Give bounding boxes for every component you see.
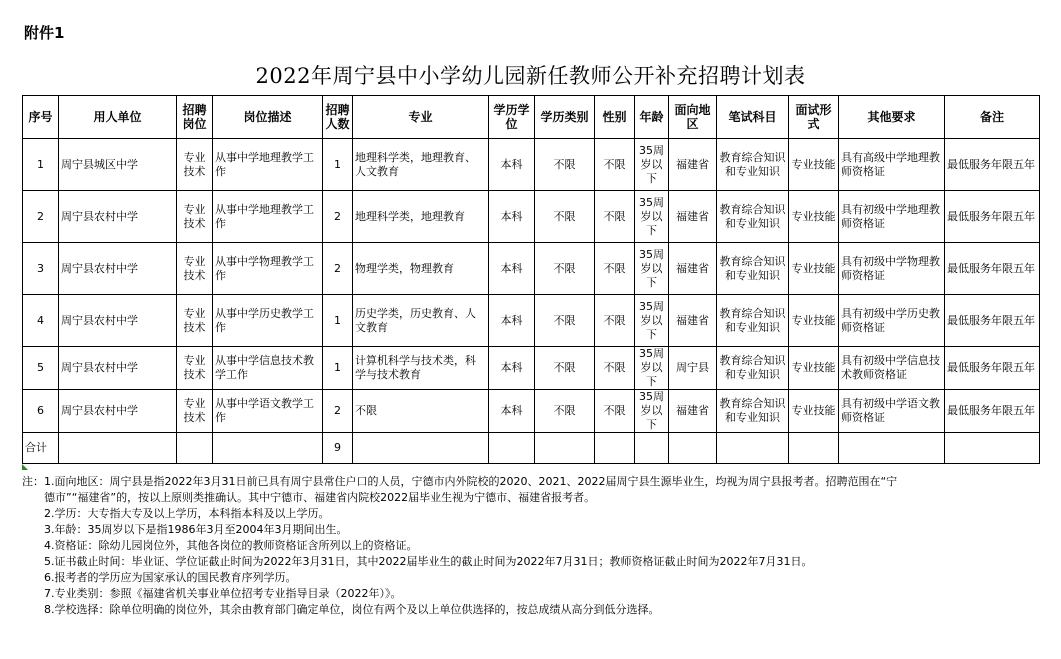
cell-no: 4 (23, 295, 59, 347)
cell-count: 1 (323, 139, 353, 191)
note-line: 德市”“福建省”的，按以上原则类推确认。其中宁德市、福建省内院校2022届毕业生视为宁德市、福建省报考者。 (44, 491, 596, 504)
cell-age: 35周岁以下 (635, 347, 669, 390)
cell-desc: 从事中学信息技术教学工作 (213, 347, 323, 390)
cell-count: 1 (323, 347, 353, 390)
note-line: 4.资格证：除幼儿园岗位外，其他各岗位的教师资格证含所列以上的资格证。 (44, 539, 418, 552)
cell-other: 具有初级中学地理教师资格证 (839, 191, 945, 243)
cell-degree: 本科 (489, 295, 535, 347)
cell-count: 1 (323, 295, 353, 347)
cell-unit: 周宁县农村中学 (59, 295, 177, 347)
cell-no: 6 (23, 390, 59, 433)
cell-no: 3 (23, 243, 59, 295)
cell-major: 地理科学类，地理教育、人文教育 (353, 139, 489, 191)
note-line: 3.年龄：35周岁以下是指1986年3月至2004年3月期间出生。 (44, 523, 348, 536)
recruitment-plan-table (22, 95, 1040, 464)
cell-degree: 本科 (489, 347, 535, 390)
cell-gender: 不限 (595, 139, 635, 191)
cell-post: 专业技术 (177, 390, 213, 433)
cell-unit: 周宁县农村中学 (59, 243, 177, 295)
cell-interview: 专业技能 (789, 191, 839, 243)
cell-desc: 从事中学历史教学工作 (213, 295, 323, 347)
cell-degree: 本科 (489, 390, 535, 433)
empty-cell (213, 433, 323, 464)
cell-gender: 不限 (595, 191, 635, 243)
header-cell: 招聘人数 (323, 96, 353, 139)
cell-post: 专业技术 (177, 347, 213, 390)
cell-edu-type: 不限 (535, 347, 595, 390)
cell-other: 具有高级中学地理教师资格证 (839, 139, 945, 191)
cell-interview: 专业技能 (789, 139, 839, 191)
header-cell: 学历学位 (489, 96, 535, 139)
cell-major: 地理科学类，地理教育 (353, 191, 489, 243)
header-cell: 其他要求 (839, 96, 945, 139)
cell-age: 35周岁以下 (635, 390, 669, 433)
cell-major: 计算机科学与技术类，科学与技术教育 (353, 347, 489, 390)
cell-edu-type: 不限 (535, 139, 595, 191)
cell-degree: 本科 (489, 139, 535, 191)
cell-desc: 从事中学地理教学工作 (213, 139, 323, 191)
total-row (23, 433, 1040, 464)
cell-exam: 教育综合知识和专业知识 (717, 191, 789, 243)
cell-edu-type: 不限 (535, 243, 595, 295)
cell-remark: 最低服务年限五年 (945, 347, 1040, 390)
table-header-row (23, 96, 1040, 139)
cell-unit: 周宁县农村中学 (59, 347, 177, 390)
cell-post: 专业技术 (177, 139, 213, 191)
cell-edu-type: 不限 (535, 191, 595, 243)
cell-degree: 本科 (489, 243, 535, 295)
table-row (23, 191, 1040, 243)
cell-count: 2 (323, 191, 353, 243)
notes-section (22, 474, 1042, 618)
cell-desc: 从事中学物理教学工作 (213, 243, 323, 295)
cell-no: 5 (23, 347, 59, 390)
cell-age: 35周岁以下 (635, 295, 669, 347)
cell-desc: 从事中学语文教学工作 (213, 390, 323, 433)
cell-other: 具有初级中学历史教师资格证 (839, 295, 945, 347)
cell-major: 物理学类，物理教育 (353, 243, 489, 295)
cell-region: 福建省 (669, 191, 717, 243)
empty-cell (595, 433, 635, 464)
cell-age: 35周岁以下 (635, 139, 669, 191)
cell-exam: 教育综合知识和专业知识 (717, 295, 789, 347)
note-line: 5.证书截止时间：毕业证、学位证截止时间为2022年3月31日，其中2022届毕业生的截止时间为2022年7月31日；教师资格证截止时间为2022年7月31日。 (44, 555, 813, 568)
header-cell: 笔试科目 (717, 96, 789, 139)
header-cell: 招聘岗位 (177, 96, 213, 139)
table-row (23, 243, 1040, 295)
cell-other: 具有初级中学物理教师资格证 (839, 243, 945, 295)
header-cell: 备注 (945, 96, 1040, 139)
note-line: 注：1.面向地区：周宁县是指2022年3月31日前已具有周宁县常住户口的人员，宁德市内外院校的2020、2021、2022届周宁县生源毕业生，均视为周宁县报考者。招聘范围在“宁 (22, 475, 898, 488)
cell-degree: 本科 (489, 191, 535, 243)
cell-desc: 从事中学地理教学工作 (213, 191, 323, 243)
cell-major: 不限 (353, 390, 489, 433)
cell-gender: 不限 (595, 390, 635, 433)
empty-cell (669, 433, 717, 464)
cell-unit: 周宁县农村中学 (59, 191, 177, 243)
header-cell: 专业 (353, 96, 489, 139)
note-line: 2.学历：大专指大专及以上学历，本科指本科及以上学历。 (44, 507, 330, 520)
empty-cell (489, 433, 535, 464)
empty-cell (839, 433, 945, 464)
empty-cell (789, 433, 839, 464)
cell-post: 专业技术 (177, 295, 213, 347)
total-count: 9 (323, 433, 353, 464)
cell-unit: 周宁县农村中学 (59, 390, 177, 433)
cell-interview: 专业技能 (789, 243, 839, 295)
cell-region: 福建省 (669, 390, 717, 433)
cell-no: 2 (23, 191, 59, 243)
page-title: 2022年周宁县中小学幼儿园新任教师公开补充招聘计划表 (255, 64, 806, 88)
cell-region: 福建省 (669, 139, 717, 191)
cell-interview: 专业技能 (789, 347, 839, 390)
empty-cell (353, 433, 489, 464)
note-line: 7.专业类别：参照《福建省机关事业单位招考专业指导目录（2022年）》。 (44, 587, 402, 600)
cell-edu-type: 不限 (535, 390, 595, 433)
header-cell: 用人单位 (59, 96, 177, 139)
note-line: 8.学校选择：除单位明确的岗位外，其余由教育部门确定单位，岗位有两个及以上单位供选择的，按总成绩从高分到低分选择。 (44, 603, 660, 616)
table-row (23, 347, 1040, 390)
cell-count: 2 (323, 390, 353, 433)
cell-gender: 不限 (595, 347, 635, 390)
cell-post: 专业技术 (177, 191, 213, 243)
cell-major: 历史学类，历史教育、人文教育 (353, 295, 489, 347)
cell-exam: 教育综合知识和专业知识 (717, 347, 789, 390)
cell-exam: 教育综合知识和专业知识 (717, 390, 789, 433)
cell-remark: 最低服务年限五年 (945, 390, 1040, 433)
cell-count: 2 (323, 243, 353, 295)
table-row (23, 390, 1040, 433)
header-cell: 面试形式 (789, 96, 839, 139)
header-cell: 岗位描述 (213, 96, 323, 139)
header-cell: 面向地区 (669, 96, 717, 139)
empty-cell (177, 433, 213, 464)
header-cell: 性别 (595, 96, 635, 139)
cell-edu-type: 不限 (535, 295, 595, 347)
cell-remark: 最低服务年限五年 (945, 243, 1040, 295)
empty-cell (59, 433, 177, 464)
cell-no: 1 (23, 139, 59, 191)
cell-exam: 教育综合知识和专业知识 (717, 243, 789, 295)
cell-region: 周宁县 (669, 347, 717, 390)
cell-age: 35周岁以下 (635, 191, 669, 243)
cell-remark: 最低服务年限五年 (945, 191, 1040, 243)
cell-other: 具有初级中学信息技术教师资格证 (839, 347, 945, 390)
table-row (23, 139, 1040, 191)
cell-interview: 专业技能 (789, 390, 839, 433)
attachment-label: 附件1 (24, 24, 65, 42)
cell-age: 35周岁以下 (635, 243, 669, 295)
header-cell: 序号 (23, 96, 59, 139)
cell-other: 具有初级中学语文教师资格证 (839, 390, 945, 433)
cell-interview: 专业技能 (789, 295, 839, 347)
cell-corner-marker (22, 464, 28, 470)
cell-region: 福建省 (669, 243, 717, 295)
table-row (23, 295, 1040, 347)
note-line: 6.报考者的学历应为国家承认的国民教育序列学历。 (44, 571, 297, 584)
cell-unit: 周宁县城区中学 (59, 139, 177, 191)
cell-remark: 最低服务年限五年 (945, 139, 1040, 191)
cell-region: 福建省 (669, 295, 717, 347)
cell-post: 专业技术 (177, 243, 213, 295)
cell-gender: 不限 (595, 243, 635, 295)
cell-exam: 教育综合知识和专业知识 (717, 139, 789, 191)
empty-cell (717, 433, 789, 464)
header-cell: 年龄 (635, 96, 669, 139)
empty-cell (535, 433, 595, 464)
empty-cell (635, 433, 669, 464)
header-cell: 学历类别 (535, 96, 595, 139)
empty-cell (945, 433, 1040, 464)
total-label: 合计 (23, 433, 59, 464)
cell-gender: 不限 (595, 295, 635, 347)
cell-remark: 最低服务年限五年 (945, 295, 1040, 347)
